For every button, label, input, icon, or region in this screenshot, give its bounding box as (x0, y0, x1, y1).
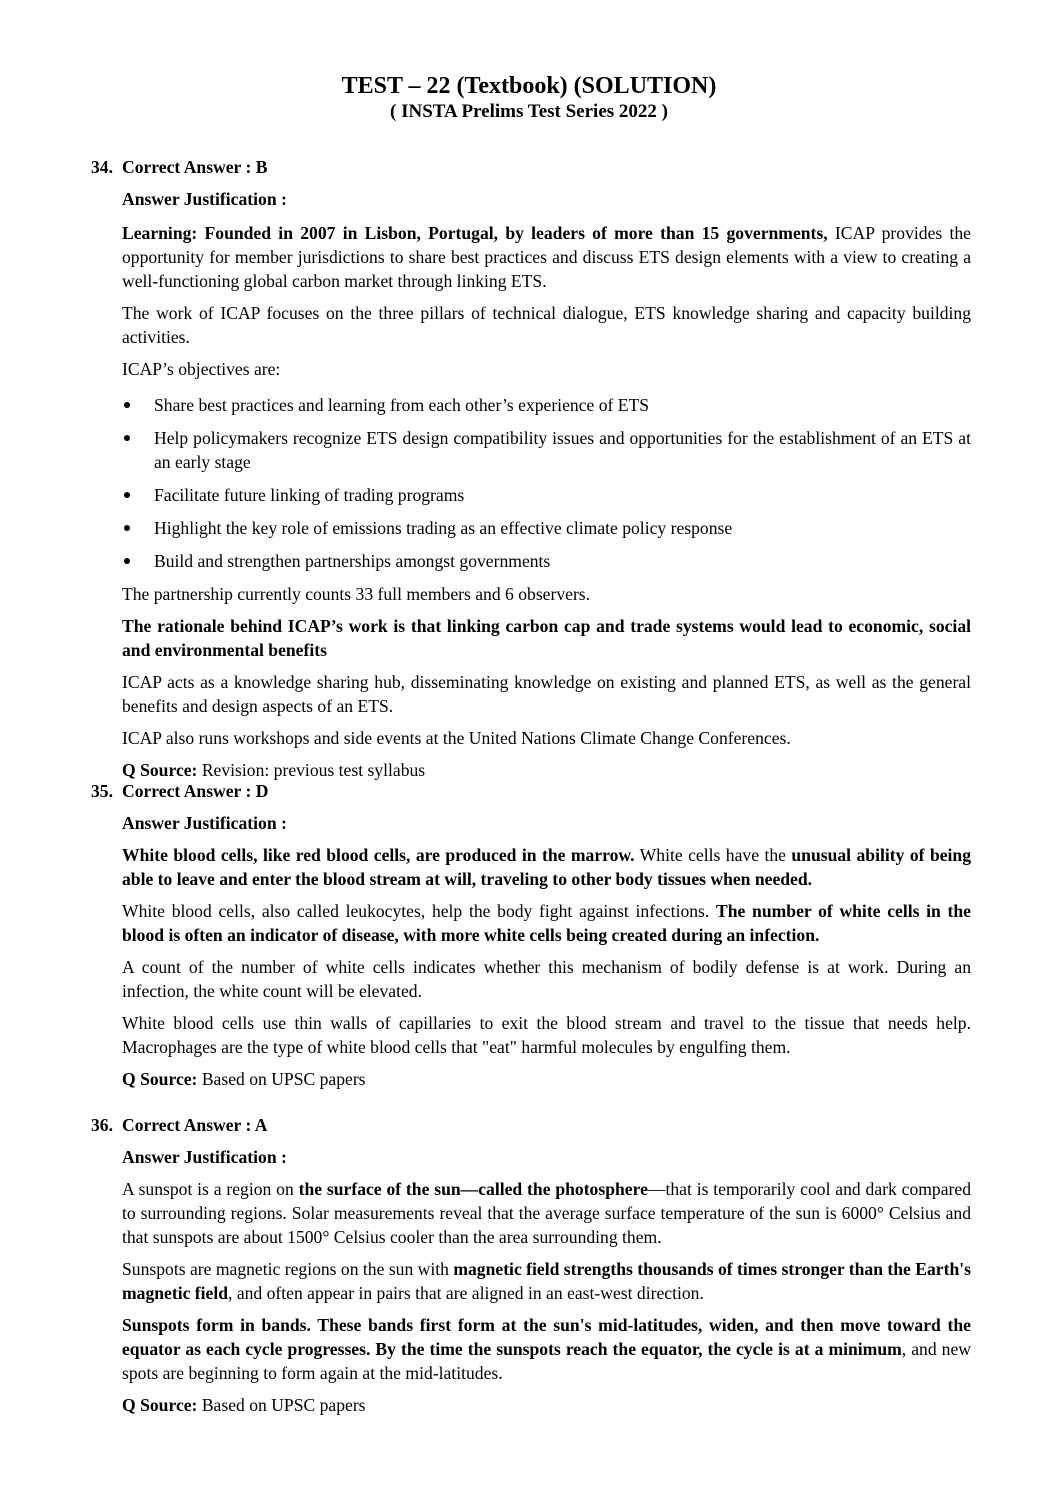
question-header (91, 1113, 971, 1137)
paragraph: A count of the number of white cells indicates whether this mechanism of bodily defense is at work. During an infection, the white count will be elevated. (122, 957, 971, 1001)
objectives-list (122, 393, 971, 573)
question-header (91, 779, 971, 803)
paragraph: ICAP also runs workshops and side events at the United Nations Climate Change Conferences. (122, 728, 791, 748)
paragraph: The work of ICAP focuses on the three pillars of technical dialogue, ETS knowledge sharing and capacity building activities. (122, 303, 971, 347)
question-number: 34. (91, 157, 113, 177)
correct-answer: Correct Answer : B (122, 157, 268, 177)
question-36 (91, 1113, 971, 1417)
bullet-icon (124, 402, 130, 408)
paragraph: White blood cells, also called leukocytes, help the body fight against infections. The number of white cells in the blood is often an indicator of disease, with more white cells being created during an infection. (122, 901, 971, 945)
paragraph: Sunspots are magnetic regions on the sun with magnetic field strengths thousands of times stronger than the Earth's magnetic field, and often appear in pairs that are aligned in an east-west direction. (122, 1259, 971, 1303)
paragraph: ICAP acts as a knowledge sharing hub, disseminating knowledge on existing and planned ETS, as well as the general benefits and design aspects of an ETS. (122, 672, 971, 716)
paragraph: ICAP’s objectives are: (122, 359, 281, 379)
page-title: TEST – 22 (Textbook) (SOLUTION) (341, 73, 717, 99)
paragraph: Sunspots form in bands. These bands first form at the sun's mid-latitudes, widen, and then move toward the equator as each cycle progresses. By the time the sunspots reach the equator, the cycle is at a minimum, and new spots are beginning to form again at the mid-latitudes. (122, 1315, 971, 1383)
answer-justification-label: Answer Justification : (122, 813, 287, 833)
question-number: 36. (91, 1115, 113, 1135)
list-item: Help policymakers recognize ETS design compatibility issues and opportunities for the establishment of an ETS at an early stage (122, 426, 971, 474)
bullet-icon (124, 492, 130, 498)
bullet-icon (124, 435, 130, 441)
question-number: 35. (91, 781, 113, 801)
question-34 (91, 155, 971, 782)
paragraph: The rationale behind ICAP’s work is that linking carbon cap and trade systems would lead to economic, social and environmental benefits (122, 616, 971, 660)
answer-justification-label: Answer Justification : (122, 189, 287, 209)
paragraph: Learning: Founded in 2007 in Lisbon, Portugal, by leaders of more than 15 governments, ICAP provides the opportunity for member jurisdictions to share best practices and discuss ETS design elements with a view to creating a well-functioning global carbon market through linking ETS. (122, 223, 971, 291)
question-source: Q Source: Revision: previous test syllabus (122, 760, 426, 780)
question-35 (91, 779, 971, 1091)
bullet-icon (124, 525, 130, 531)
correct-answer: Correct Answer : A (122, 1115, 268, 1135)
question-source: Q Source: Based on UPSC papers (122, 1069, 366, 1089)
page-subtitle: ( INSTA Prelims Test Series 2022 ) (390, 101, 668, 122)
answer-justification-label: Answer Justification : (122, 1147, 287, 1167)
paragraph: White blood cells, like red blood cells, are produced in the marrow. White cells have the unusual ability of being able to leave and enter the blood stream at will, traveling to other body tissues when needed. (122, 845, 972, 889)
bullet-icon (124, 558, 130, 564)
question-header (91, 155, 971, 179)
paragraph: The partnership currently counts 33 full members and 6 observers. (122, 584, 591, 604)
list-item: Highlight the key role of emissions trading as an effective climate policy response (122, 516, 971, 540)
paragraph: A sunspot is a region on the surface of the sun—called the photosphere—that is temporarily cool and dark compared to surrounding regions. Solar measurements reveal that the average surface temperature of the sun is 6000° Celsius and that sunspots are about 1500° Celsius cooler than the area surrounding them. (122, 1179, 972, 1247)
question-source: Q Source: Based on UPSC papers (122, 1395, 366, 1415)
correct-answer: Correct Answer : D (122, 781, 269, 801)
list-item: Facilitate future linking of trading programs (122, 483, 971, 507)
paragraph: White blood cells use thin walls of capillaries to exit the blood stream and travel to the tissue that needs help. Macrophages are the type of white blood cells that "eat" harmful molecules by engulfing them. (122, 1013, 971, 1057)
list-item: Share best practices and learning from each other’s experience of ETS (122, 393, 971, 417)
list-item: Build and strengthen partnerships amongst governments (122, 549, 971, 573)
